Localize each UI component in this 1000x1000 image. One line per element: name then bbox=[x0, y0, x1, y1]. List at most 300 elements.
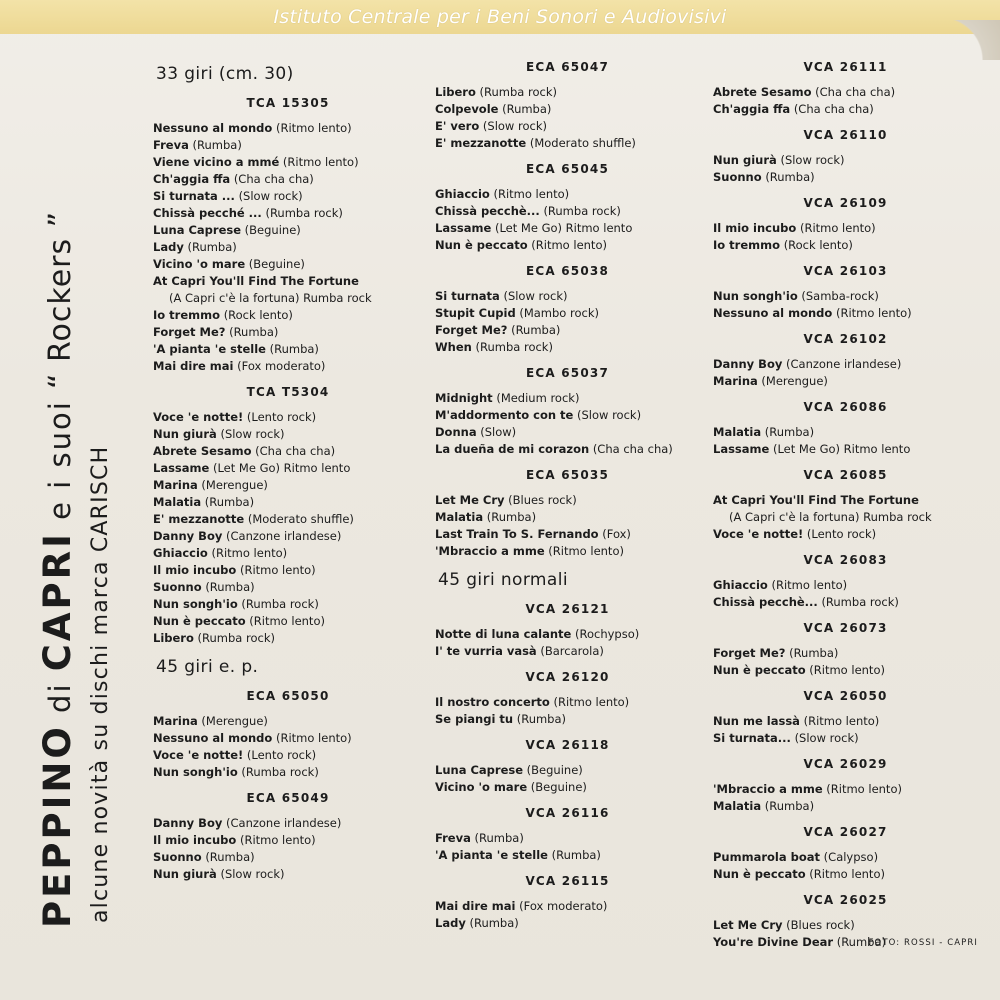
catalog-column-1 bbox=[153, 60, 423, 893]
track-genre: (Rumba) bbox=[789, 646, 839, 660]
track-genre: (Ritmo lento) bbox=[239, 833, 316, 847]
track-title: Nessuno al mondo bbox=[153, 121, 273, 135]
track-title: 'A pianta 'e stelle bbox=[435, 848, 548, 862]
track-item bbox=[435, 492, 700, 509]
track-genre: (Slow rock) bbox=[220, 427, 285, 441]
track-title: Nun è peccato bbox=[713, 663, 806, 677]
spine-text bbox=[36, 28, 128, 928]
catalog-number: ECA 65049 bbox=[246, 791, 330, 805]
track-genre: (Merengue) bbox=[761, 374, 828, 388]
track-item bbox=[713, 492, 978, 509]
track-item bbox=[153, 409, 423, 426]
track-item bbox=[713, 101, 978, 118]
catalog-number: VCA 26102 bbox=[803, 332, 888, 346]
track-genre: (Rumba) bbox=[502, 102, 552, 116]
track-item bbox=[435, 407, 700, 424]
track-title: Forget Me? bbox=[153, 325, 226, 339]
track-genre: (Canzone irlandese) bbox=[786, 357, 902, 371]
track-genre: (Rumba) bbox=[269, 342, 319, 356]
track-genre: (Rock lento) bbox=[783, 238, 853, 252]
track-title: Il mio incubo bbox=[153, 833, 237, 847]
track-item bbox=[153, 764, 423, 781]
track-genre: (Fox moderato) bbox=[519, 899, 608, 913]
track-title: Nun songh'io bbox=[713, 289, 798, 303]
record-group bbox=[435, 366, 700, 458]
track-title: Malatia bbox=[435, 510, 484, 524]
record-group bbox=[153, 385, 423, 647]
track-title: Io tremmo bbox=[153, 308, 221, 322]
track-genre: (Cha cha cha) bbox=[255, 444, 336, 458]
catalog-number: ECA 65035 bbox=[525, 468, 610, 482]
catalog-number: VCA 26121 bbox=[525, 602, 610, 616]
record-group bbox=[713, 689, 978, 747]
track-item bbox=[153, 120, 423, 137]
track-genre: (Beguine) bbox=[248, 257, 305, 271]
track-item bbox=[435, 626, 700, 643]
track-genre: (Slow rock) bbox=[503, 289, 568, 303]
track-genre: (Ritmo lento) bbox=[826, 782, 902, 796]
track-item bbox=[713, 424, 978, 441]
record-group bbox=[713, 128, 978, 186]
track-item bbox=[153, 256, 423, 273]
track-title: Donna bbox=[435, 425, 477, 439]
track-item bbox=[713, 917, 978, 934]
track-title: Viene vicino a mmé bbox=[153, 155, 280, 169]
track-title: When bbox=[435, 340, 472, 354]
track-title: Mai dire mai bbox=[153, 359, 234, 373]
section-heading: 45 giri normali bbox=[438, 570, 568, 590]
track-item bbox=[153, 511, 423, 528]
catalog-column-2 bbox=[435, 60, 700, 942]
artist-title bbox=[36, 211, 83, 928]
track-title: Marina bbox=[713, 374, 758, 388]
track-item bbox=[153, 849, 423, 866]
track-item bbox=[435, 643, 700, 660]
track-item bbox=[153, 324, 423, 341]
track-genre: (Cha cha cha) bbox=[592, 442, 673, 456]
track-item bbox=[435, 441, 700, 458]
track-item bbox=[435, 543, 700, 560]
track-title: Forget Me? bbox=[713, 646, 786, 660]
track-genre: (Slow rock) bbox=[577, 408, 642, 422]
track-title: Ghiaccio bbox=[153, 546, 208, 560]
track-genre: (Canzone irlandese) bbox=[226, 529, 342, 543]
track-item bbox=[713, 509, 978, 526]
record-group bbox=[435, 264, 700, 356]
track-title: 'A pianta 'e stelle bbox=[153, 342, 266, 356]
track-title: 'Mbraccio a mme bbox=[713, 782, 823, 796]
track-genre: (Ritmo lento) bbox=[548, 544, 624, 558]
track-item bbox=[153, 443, 423, 460]
track-title: Nessuno al mondo bbox=[713, 306, 833, 320]
track-title: Marina bbox=[153, 714, 198, 728]
catalog-number: TCA T5304 bbox=[246, 385, 330, 399]
record-group bbox=[153, 689, 423, 781]
track-genre: (Ritmo lento) bbox=[771, 578, 848, 592]
band-name: “ Rockers ” bbox=[43, 210, 78, 390]
track-genre: (Rumba) bbox=[764, 425, 815, 439]
track-item bbox=[713, 152, 978, 169]
track-genre: (Ritmo lento) bbox=[239, 563, 316, 577]
track-title: Libero bbox=[435, 85, 476, 99]
track-title: Freva bbox=[153, 138, 189, 152]
track-title: Malatia bbox=[713, 799, 762, 813]
track-item bbox=[713, 526, 978, 543]
track-title: You're Divine Dear bbox=[713, 935, 834, 949]
track-item bbox=[153, 613, 423, 630]
track-item bbox=[435, 203, 700, 220]
track-title: Nessuno al mondo bbox=[153, 731, 273, 745]
artist-di: di bbox=[43, 671, 77, 725]
track-genre: (Beguine) bbox=[244, 223, 301, 237]
track-title: Danny Boy bbox=[153, 816, 223, 830]
track-item bbox=[435, 118, 700, 135]
track-title: Lady bbox=[153, 240, 184, 254]
track-item bbox=[153, 188, 423, 205]
catalog-number: VCA 26073 bbox=[803, 621, 888, 635]
track-genre: (Let Me Go) Ritmo lento bbox=[772, 442, 911, 456]
track-title: Voce 'e notte! bbox=[153, 748, 244, 762]
track-title: Let Me Cry bbox=[435, 493, 505, 507]
catalog-number: VCA 26120 bbox=[525, 670, 610, 684]
track-item bbox=[713, 288, 978, 305]
track-title: Ghiaccio bbox=[713, 578, 768, 592]
record-group bbox=[435, 670, 700, 728]
track-title: Freva bbox=[435, 831, 471, 845]
track-title: Voce 'e notte! bbox=[713, 527, 804, 541]
track-item bbox=[713, 866, 978, 883]
track-title: Let Me Cry bbox=[713, 918, 783, 932]
track-genre: (Ritmo lento) bbox=[799, 221, 876, 235]
catalog-number: VCA 26118 bbox=[525, 738, 610, 752]
track-item bbox=[713, 730, 978, 747]
catalog-number: VCA 26111 bbox=[803, 60, 888, 74]
track-item bbox=[153, 273, 423, 290]
track-item bbox=[435, 526, 700, 543]
track-genre: (Rumba) bbox=[511, 323, 561, 337]
track-title: E' mezzanotte bbox=[435, 136, 527, 150]
track-title: Chissà pecché ... bbox=[153, 206, 262, 220]
track-genre: (Ritmo lento) bbox=[275, 121, 352, 135]
track-item bbox=[713, 305, 978, 322]
track-genre: (Rumba) bbox=[765, 170, 815, 184]
track-title: I' te vurria vasà bbox=[435, 644, 537, 658]
track-item bbox=[435, 424, 700, 441]
record-group bbox=[713, 757, 978, 815]
track-genre: (Let Me Go) Ritmo lento bbox=[212, 461, 351, 475]
track-genre: (Canzone irlandese) bbox=[226, 816, 342, 830]
track-item bbox=[435, 847, 700, 864]
section-heading: 33 giri (cm. 30) bbox=[156, 64, 294, 84]
track-genre: (Rumba) bbox=[469, 916, 519, 930]
track-item bbox=[713, 594, 978, 611]
track-item bbox=[153, 747, 423, 764]
track-title: Notte di luna calante bbox=[435, 627, 572, 641]
track-title: Malatia bbox=[713, 425, 762, 439]
track-genre: (Slow rock) bbox=[482, 119, 547, 133]
track-item bbox=[713, 849, 978, 866]
track-title: Libero bbox=[153, 631, 194, 645]
track-title: M'addormento con te bbox=[435, 408, 574, 422]
track-item bbox=[153, 815, 423, 832]
track-genre: (Slow rock) bbox=[780, 153, 845, 167]
track-genre: (Rumba rock) bbox=[479, 85, 557, 99]
track-title: Marina bbox=[153, 478, 198, 492]
track-title: Vicino 'o mare bbox=[435, 780, 528, 794]
track-item bbox=[153, 341, 423, 358]
track-title: Nun giurà bbox=[153, 867, 217, 881]
record-group bbox=[713, 400, 978, 458]
record-group bbox=[713, 621, 978, 679]
track-item bbox=[713, 645, 978, 662]
track-genre: (Rumba rock) bbox=[475, 340, 553, 354]
track-genre: (Ritmo lento) bbox=[282, 155, 359, 169]
section-heading: 45 giri e. p. bbox=[156, 657, 259, 677]
track-item bbox=[713, 237, 978, 254]
track-genre: (Rochypso) bbox=[575, 627, 640, 641]
track-genre: (Slow rock) bbox=[794, 731, 859, 745]
track-item bbox=[153, 596, 423, 613]
track-genre: (Ritmo lento) bbox=[809, 663, 885, 677]
track-item bbox=[435, 711, 700, 728]
track-item bbox=[435, 915, 700, 932]
track-genre: (Blues rock) bbox=[786, 918, 855, 932]
track-genre: (Ritmo lento) bbox=[249, 614, 325, 628]
track-genre: (Rumba) bbox=[187, 240, 237, 254]
catalog-number: VCA 26027 bbox=[803, 825, 888, 839]
track-item bbox=[153, 545, 423, 562]
catalog-column-3 bbox=[713, 60, 978, 961]
catalog-number: VCA 26050 bbox=[803, 689, 888, 703]
track-item bbox=[153, 205, 423, 222]
track-genre: (A Capri c'è la fortuna) Rumba rock bbox=[729, 510, 932, 524]
track-genre: (A Capri c'è la fortuna) Rumba rock bbox=[169, 291, 372, 305]
track-item bbox=[435, 762, 700, 779]
track-item bbox=[713, 441, 978, 458]
sleeve-corner-curl bbox=[940, 20, 1000, 60]
track-genre: (Slow) bbox=[480, 425, 517, 439]
track-item bbox=[153, 358, 423, 375]
track-item bbox=[435, 135, 700, 152]
track-item bbox=[435, 830, 700, 847]
track-title: Mai dire mai bbox=[435, 899, 516, 913]
catalog-number: VCA 26103 bbox=[803, 264, 888, 278]
track-item bbox=[713, 577, 978, 594]
catalog-number: VCA 26109 bbox=[803, 196, 888, 210]
catalog-number: VCA 26110 bbox=[803, 128, 888, 142]
catalog-number: VCA 26116 bbox=[525, 806, 610, 820]
track-item bbox=[153, 307, 423, 324]
track-item bbox=[435, 237, 700, 254]
record-group bbox=[713, 264, 978, 322]
track-genre: (Beguine) bbox=[530, 780, 587, 794]
track-item bbox=[153, 713, 423, 730]
track-genre: (Rumba rock) bbox=[241, 597, 319, 611]
track-title: At Capri You'll Find The Fortune bbox=[153, 274, 359, 288]
catalog-number: VCA 26083 bbox=[803, 553, 888, 567]
track-genre: (Slow rock) bbox=[220, 867, 285, 881]
track-item bbox=[153, 494, 423, 511]
track-title: Nun è peccato bbox=[713, 867, 806, 881]
track-genre: (Lento rock) bbox=[246, 748, 317, 762]
catalog-number: ECA 65037 bbox=[525, 366, 610, 380]
track-item bbox=[153, 832, 423, 849]
track-item bbox=[435, 305, 700, 322]
track-genre: (Rumba) bbox=[486, 510, 537, 524]
track-title: Danny Boy bbox=[713, 357, 783, 371]
track-item bbox=[153, 290, 423, 307]
track-title: Last Train To S. Fernando bbox=[435, 527, 599, 541]
track-genre: (Ritmo lento) bbox=[553, 695, 630, 709]
track-item bbox=[153, 239, 423, 256]
track-item bbox=[435, 339, 700, 356]
catalog-number: VCA 26115 bbox=[525, 874, 610, 888]
record-group bbox=[435, 60, 700, 152]
track-genre: (Rumba) bbox=[205, 580, 255, 594]
track-title: Nun songh'io bbox=[153, 765, 238, 779]
track-title: At Capri You'll Find The Fortune bbox=[713, 493, 919, 507]
catalog-number: VCA 26085 bbox=[803, 468, 888, 482]
record-group bbox=[713, 553, 978, 611]
track-genre: (Medium rock) bbox=[496, 391, 580, 405]
track-genre: (Rumba) bbox=[764, 799, 815, 813]
track-item bbox=[153, 528, 423, 545]
record-group bbox=[435, 738, 700, 796]
record-group bbox=[435, 468, 700, 560]
track-title: Abrete Sesamo bbox=[153, 444, 252, 458]
track-genre: (Rumba rock) bbox=[241, 765, 319, 779]
track-item bbox=[435, 898, 700, 915]
track-title: Ch'aggia ffa bbox=[153, 172, 231, 186]
record-group bbox=[713, 825, 978, 883]
track-title: Stupit Cupid bbox=[435, 306, 516, 320]
track-item bbox=[713, 169, 978, 186]
track-genre: (Barcarola) bbox=[540, 644, 604, 658]
track-item bbox=[153, 477, 423, 494]
track-genre: (Ritmo lento) bbox=[531, 238, 607, 252]
track-item bbox=[435, 322, 700, 339]
record-group bbox=[153, 96, 423, 375]
track-genre: (Fox) bbox=[602, 527, 631, 541]
track-title: Luna Caprese bbox=[435, 763, 524, 777]
track-genre: (Lento rock) bbox=[246, 410, 317, 424]
track-title: Danny Boy bbox=[153, 529, 223, 543]
track-genre: (Merengue) bbox=[201, 714, 268, 728]
track-title: Il mio incubo bbox=[713, 221, 797, 235]
archive-banner bbox=[0, 0, 1000, 34]
record-group bbox=[153, 791, 423, 883]
catalog-number: TCA 15305 bbox=[246, 96, 330, 110]
track-item bbox=[713, 220, 978, 237]
artist-last-name: CAPRI bbox=[36, 531, 79, 672]
track-title: Si turnata... bbox=[713, 731, 791, 745]
track-genre: (Rumba) bbox=[229, 325, 279, 339]
track-genre: (Rumba rock) bbox=[265, 206, 343, 220]
record-group bbox=[713, 196, 978, 254]
catalog-number: VCA 26029 bbox=[803, 757, 888, 771]
track-title: Il mio incubo bbox=[153, 563, 237, 577]
record-group bbox=[435, 602, 700, 660]
track-item bbox=[435, 779, 700, 796]
track-title: Voce 'e notte! bbox=[153, 410, 244, 424]
track-item bbox=[435, 509, 700, 526]
track-item bbox=[435, 101, 700, 118]
track-item bbox=[153, 137, 423, 154]
catalog-number: ECA 65045 bbox=[525, 162, 610, 176]
track-title: Si turnata bbox=[435, 289, 500, 303]
track-genre: (Ritmo lento) bbox=[211, 546, 288, 560]
track-genre: (Beguine) bbox=[526, 763, 583, 777]
track-genre: (Samba-rock) bbox=[801, 289, 879, 303]
spine-subtitle: alcune novità su dischi marca CARISCH bbox=[88, 445, 113, 923]
track-title: Pummarola boat bbox=[713, 850, 821, 864]
track-genre: (Ritmo lento) bbox=[275, 731, 352, 745]
track-item bbox=[713, 713, 978, 730]
track-genre: (Rumba) bbox=[192, 138, 242, 152]
record-group bbox=[713, 60, 978, 118]
track-genre: (Rumba) bbox=[836, 935, 887, 949]
track-item bbox=[153, 730, 423, 747]
catalog-number: ECA 65047 bbox=[525, 60, 610, 74]
track-item bbox=[713, 798, 978, 815]
track-title: Midnight bbox=[435, 391, 493, 405]
record-group bbox=[713, 468, 978, 543]
track-item bbox=[153, 562, 423, 579]
track-genre: (Rumba) bbox=[205, 850, 255, 864]
track-title: Nun giurà bbox=[153, 427, 217, 441]
track-title: Il nostro concerto bbox=[435, 695, 550, 709]
track-item bbox=[153, 222, 423, 239]
track-title: Ch'aggia ffa bbox=[713, 102, 791, 116]
track-genre: (Ritmo lento) bbox=[809, 867, 885, 881]
track-title: Nun è peccato bbox=[435, 238, 528, 252]
track-item bbox=[435, 694, 700, 711]
track-genre: (Rumba) bbox=[516, 712, 567, 726]
track-genre: (Rumba) bbox=[551, 848, 601, 862]
track-genre: (Ritmo lento) bbox=[493, 187, 570, 201]
track-genre: (Rock lento) bbox=[223, 308, 293, 322]
track-title: Lady bbox=[435, 916, 466, 930]
track-item bbox=[435, 186, 700, 203]
track-item bbox=[435, 84, 700, 101]
track-item bbox=[153, 630, 423, 647]
track-title: Lassame bbox=[435, 221, 492, 235]
track-genre: (Ritmo lento) bbox=[803, 714, 880, 728]
track-title: Nun è peccato bbox=[153, 614, 246, 628]
track-item bbox=[713, 84, 978, 101]
track-title: 'Mbraccio a mme bbox=[435, 544, 545, 558]
track-genre: (Mambo rock) bbox=[519, 306, 599, 320]
track-genre: (Fox moderato) bbox=[237, 359, 326, 373]
track-title: Nun giurà bbox=[713, 153, 777, 167]
track-title: Abrete Sesamo bbox=[713, 85, 812, 99]
photo-credit: FOTO: ROSSI - CAPRI bbox=[868, 938, 978, 948]
track-title: Suonno bbox=[153, 580, 202, 594]
catalog-number: VCA 26025 bbox=[803, 893, 888, 907]
track-title: Suonno bbox=[713, 170, 762, 184]
record-group bbox=[435, 162, 700, 254]
catalog-number: ECA 65050 bbox=[246, 689, 330, 703]
track-item bbox=[435, 288, 700, 305]
track-genre: (Rumba) bbox=[474, 831, 524, 845]
track-item bbox=[153, 460, 423, 477]
track-item bbox=[153, 579, 423, 596]
track-title: Vicino 'o mare bbox=[153, 257, 246, 271]
track-title: Chissà pecchè... bbox=[435, 204, 540, 218]
track-item bbox=[153, 154, 423, 171]
track-item bbox=[153, 171, 423, 188]
track-genre: (Ritmo lento) bbox=[835, 306, 912, 320]
